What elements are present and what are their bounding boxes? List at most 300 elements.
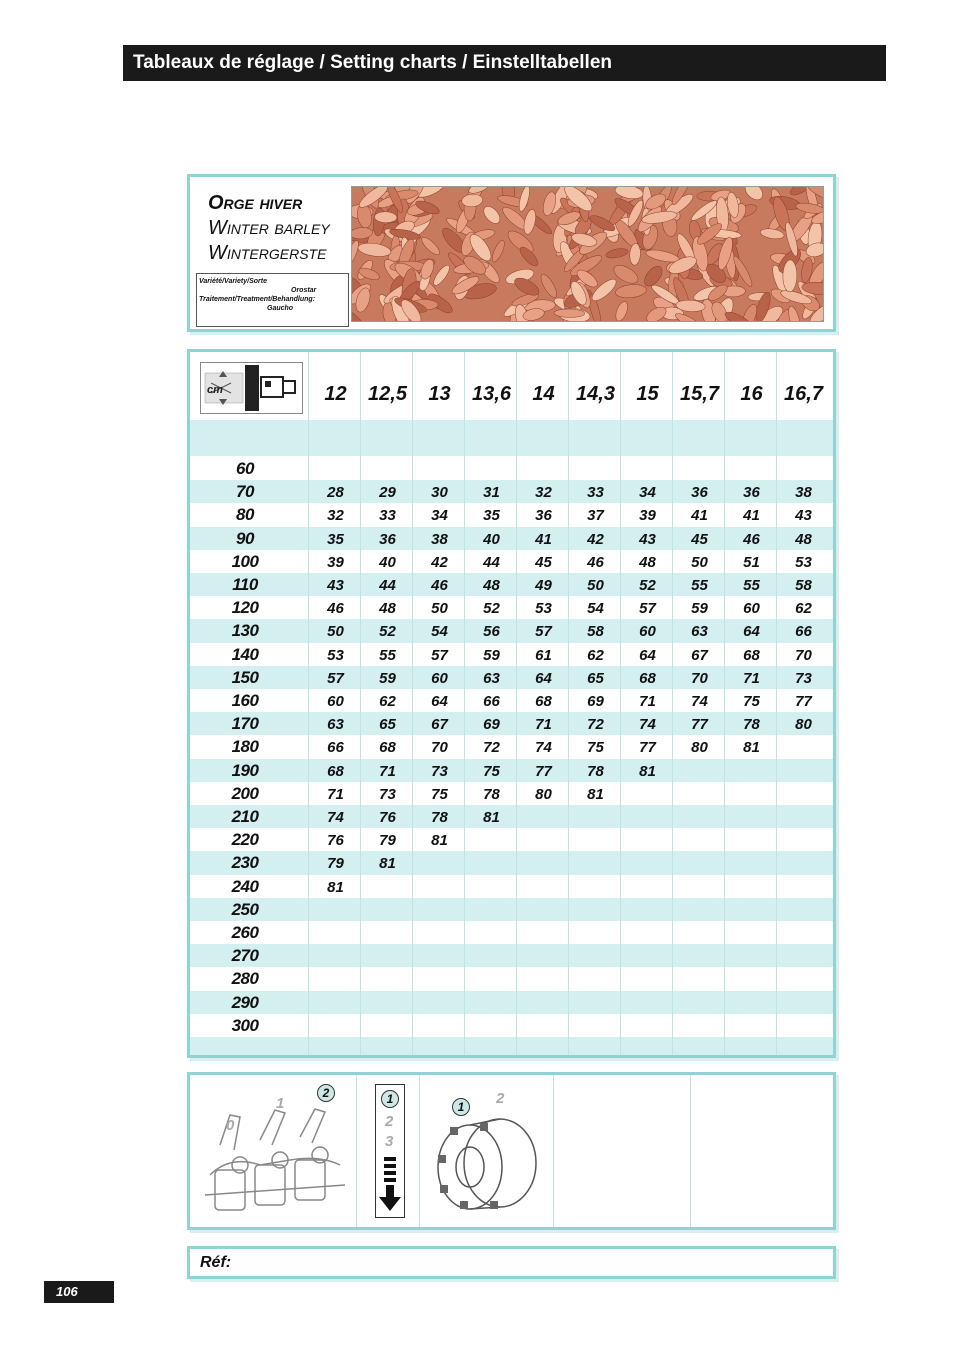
- table-cell: 75: [743, 693, 760, 710]
- table-cell: [518, 852, 569, 875]
- barley-grains-image: [352, 187, 824, 322]
- rate-label: 110: [232, 575, 258, 594]
- table-cell: 57: [327, 669, 344, 687]
- table-cell: [726, 945, 777, 968]
- table-cell: 55: [379, 646, 396, 664]
- table-cell: 41: [743, 507, 760, 525]
- table-cell: 67: [431, 716, 448, 734]
- table-cell: 58: [795, 577, 812, 594]
- table-cell: [466, 829, 517, 852]
- column-header: 13: [428, 383, 451, 405]
- table-cell: [622, 899, 673, 922]
- table-cell: [414, 852, 465, 875]
- table-cell: 59: [483, 646, 500, 664]
- table-cell: [518, 945, 569, 968]
- table-cell: 36: [379, 530, 396, 548]
- table-cell: [570, 992, 621, 1015]
- rate-label: 210: [231, 807, 259, 826]
- rate-label: 130: [231, 621, 259, 641]
- table-cell: [622, 783, 673, 806]
- table-cell: 68: [535, 693, 552, 710]
- table-cell: 56: [483, 623, 500, 641]
- lever-selected-badge: 2: [317, 1084, 335, 1102]
- table-cell: 66: [483, 693, 500, 710]
- table-cell: 34: [431, 507, 448, 525]
- table-cell: [414, 876, 465, 899]
- table-cell: [726, 852, 777, 875]
- rate-label: 270: [231, 946, 259, 966]
- column-divider: [672, 352, 673, 1055]
- wheel-selected-badge: 1: [452, 1098, 470, 1116]
- table-cell: 43: [795, 507, 812, 525]
- table-cell: 80: [691, 739, 708, 757]
- table-cell: [778, 736, 829, 759]
- table-cell: 55: [743, 577, 760, 594]
- table-cell: 35: [327, 530, 344, 548]
- table-cell: [570, 899, 621, 922]
- table-cell: [466, 876, 517, 899]
- header-band: [190, 420, 833, 456]
- table-cell: [518, 992, 569, 1015]
- table-cell: 78: [587, 762, 604, 780]
- table-cell: 53: [795, 553, 812, 571]
- grain-shape: [629, 243, 641, 265]
- table-cell: 63: [691, 623, 708, 641]
- column-divider: [724, 352, 725, 1055]
- grain-shape: [431, 263, 452, 288]
- table-cell: [518, 806, 569, 829]
- table-cell: [622, 992, 673, 1015]
- table-cell: 81: [743, 739, 760, 757]
- wheel-position-2: 2: [496, 1090, 505, 1107]
- rate-label: 280: [231, 969, 259, 989]
- table-cell: 31: [483, 484, 500, 502]
- tool-divider: [553, 1075, 554, 1227]
- table-cell: 81: [327, 878, 344, 896]
- table-cell: 40: [483, 530, 500, 548]
- table-cell: 80: [795, 716, 812, 734]
- table-cell: 62: [379, 693, 396, 710]
- unit-icon-label: cm: [207, 384, 223, 396]
- table-cell: [674, 922, 725, 945]
- table-cell: 62: [795, 600, 812, 618]
- table-cell: [726, 899, 777, 922]
- rate-label: 220: [231, 830, 259, 850]
- table-cell: [466, 1015, 517, 1038]
- column-header: 13,6: [472, 383, 511, 405]
- rate-label: 260: [231, 923, 259, 942]
- table-cell: 75: [431, 785, 448, 803]
- table-cell: [570, 968, 621, 991]
- table-cell: [362, 968, 413, 991]
- column-header: 15,7: [680, 383, 719, 405]
- column-divider: [620, 352, 621, 1055]
- table-cell: 70: [691, 669, 708, 687]
- grain-shape: [538, 272, 559, 300]
- lever-position-0: 0: [226, 1117, 235, 1134]
- table-cell: 74: [327, 809, 344, 826]
- down-arrow-icon: [378, 1155, 402, 1215]
- table-cell: 77: [639, 739, 656, 757]
- table-cell: 81: [379, 855, 396, 873]
- rate-label: 160: [231, 691, 259, 710]
- seed-drill-icon: [201, 363, 302, 413]
- table-cell: 32: [535, 484, 552, 502]
- rate-label: 70: [236, 482, 254, 502]
- table-cell: [310, 968, 361, 991]
- rate-label: 100: [231, 551, 259, 571]
- table-cell: 50: [587, 577, 604, 594]
- crop-name-de: Wintergerste: [208, 242, 327, 264]
- table-cell: [466, 945, 517, 968]
- table-cell: [726, 922, 777, 945]
- table-cell: 42: [587, 530, 604, 548]
- table-cell: [674, 760, 725, 783]
- treatment-label: Traitement/Treatment/Behandlung:: [199, 296, 316, 303]
- table-cell: 64: [535, 669, 552, 687]
- table-cell: [726, 992, 777, 1015]
- rate-label: 120: [231, 598, 259, 618]
- table-cell: 70: [431, 739, 448, 757]
- page-header: [123, 45, 886, 81]
- grain-shape: [522, 208, 538, 235]
- table-cell: [674, 945, 725, 968]
- table-cell: 33: [379, 507, 396, 525]
- table-cell: 52: [639, 577, 656, 594]
- table-cell: [674, 992, 725, 1015]
- table-cell: 64: [431, 693, 448, 710]
- table-cell: 48: [379, 600, 396, 618]
- table-cell: [726, 968, 777, 991]
- table-cell: [622, 1015, 673, 1038]
- table-cell: 68: [327, 762, 344, 780]
- table-cell: 81: [639, 762, 656, 780]
- table-cell: 71: [743, 669, 760, 687]
- grain-photo: [351, 186, 824, 322]
- rate-label: 140: [231, 644, 259, 664]
- table-cell: [622, 922, 673, 945]
- grain-shape: [481, 203, 503, 226]
- unit-icon-box: [200, 362, 303, 414]
- table-cell: 36: [691, 484, 708, 502]
- table-cell: [414, 458, 465, 481]
- table-cell: 73: [379, 785, 396, 803]
- table-cell: [778, 968, 829, 991]
- table-cell: 39: [639, 507, 656, 525]
- table-cell: 42: [431, 553, 448, 571]
- table-cell: [778, 876, 829, 899]
- column-header: 16: [740, 383, 763, 405]
- table-cell: 68: [639, 669, 656, 687]
- table-cell: [622, 876, 673, 899]
- table-cell: [622, 829, 673, 852]
- table-cell: 57: [535, 623, 552, 641]
- table-cell: 36: [535, 507, 552, 525]
- lever-illustration: [200, 1105, 350, 1227]
- grain-shape: [615, 283, 647, 299]
- grain-shape: [419, 235, 442, 257]
- table-cell: 52: [483, 600, 500, 618]
- column-header: 14: [532, 383, 555, 405]
- table-cell: 78: [431, 809, 448, 826]
- table-cell: 64: [639, 646, 656, 664]
- table-cell: [726, 876, 777, 899]
- variety-label: Variété/Variety/Sorte: [199, 278, 267, 285]
- grain-shape: [760, 227, 785, 240]
- table-cell: 75: [587, 739, 604, 757]
- table-cell: [310, 992, 361, 1015]
- table-cell: 58: [587, 623, 604, 641]
- table-cell: 71: [327, 785, 344, 803]
- crop-names: [208, 191, 330, 266]
- tools-panel: [187, 1072, 836, 1230]
- table-cell: 77: [795, 693, 812, 710]
- table-cell: 81: [587, 785, 604, 803]
- tool-divider: [356, 1075, 357, 1227]
- table-cell: 41: [535, 530, 552, 548]
- table-cell: [778, 852, 829, 875]
- table-cell: 50: [327, 623, 344, 641]
- table-cell: 46: [743, 530, 760, 548]
- table-cell: 34: [639, 484, 656, 502]
- rate-label: 170: [231, 714, 259, 734]
- table-cell: 69: [587, 693, 604, 710]
- page-number: 106: [44, 1281, 114, 1303]
- grain-shape: [613, 300, 629, 322]
- setting-table: [187, 349, 836, 1058]
- table-cell: 59: [379, 669, 396, 687]
- table-cell: 77: [691, 716, 708, 734]
- rate-label: 250: [231, 899, 259, 919]
- lever-position-1: 1: [276, 1095, 285, 1112]
- table-cell: 68: [379, 739, 396, 757]
- table-cell: 75: [483, 762, 500, 780]
- column-divider: [308, 352, 309, 1055]
- table-cell: [518, 1015, 569, 1038]
- table-cell: 78: [483, 785, 500, 803]
- table-cell: [726, 806, 777, 829]
- table-cell: 52: [379, 623, 396, 641]
- table-cell: [674, 968, 725, 991]
- column-divider: [516, 352, 517, 1055]
- rate-label: 190: [231, 760, 259, 780]
- table-cell: 73: [431, 762, 448, 780]
- table-cell: [414, 968, 465, 991]
- table-cell: 79: [379, 832, 396, 850]
- table-cell: [518, 876, 569, 899]
- crop-panel: [187, 174, 836, 332]
- table-cell: 38: [795, 484, 812, 502]
- table-cell: 44: [483, 553, 500, 571]
- table-cell: 73: [795, 669, 812, 687]
- table-cell: [726, 783, 777, 806]
- table-cell: 41: [691, 507, 708, 525]
- variety-value: Orostar: [291, 287, 317, 294]
- table-cell: 46: [431, 577, 448, 594]
- scale-position-2: 2: [385, 1113, 394, 1130]
- table-cell: 55: [691, 577, 708, 594]
- grain-shape: [490, 239, 507, 264]
- table-cell: [570, 458, 621, 481]
- table-cell: 43: [327, 577, 344, 594]
- rate-label: 180: [231, 737, 259, 757]
- table-cell: 60: [327, 693, 344, 710]
- table-cell: [362, 922, 413, 945]
- table-cell: [622, 806, 673, 829]
- reference-panel: [187, 1246, 836, 1279]
- table-cell: 69: [483, 716, 500, 734]
- table-cell: [622, 458, 673, 481]
- table-cell: 48: [639, 553, 656, 571]
- table-cell: 67: [691, 646, 708, 664]
- table-cell: 57: [431, 646, 448, 664]
- table-cell: 66: [327, 739, 344, 757]
- table-cell: [466, 899, 517, 922]
- table-cell: 54: [431, 623, 448, 641]
- crop-name-en: Winter barley: [208, 217, 330, 239]
- table-cell: [310, 945, 361, 968]
- table-cell: 49: [535, 577, 552, 594]
- table-cell: [778, 992, 829, 1015]
- table-cell: [518, 899, 569, 922]
- table-cell: [778, 806, 829, 829]
- table-cell: 54: [587, 600, 604, 618]
- table-cell: [414, 1015, 465, 1038]
- table-cell: 29: [379, 484, 396, 502]
- table-cell: 46: [587, 553, 604, 571]
- table-cell: [570, 876, 621, 899]
- column-divider: [776, 352, 777, 1055]
- column-header: 12: [324, 383, 347, 405]
- table-cell: [310, 899, 361, 922]
- table-cell: 76: [327, 832, 344, 850]
- table-cell: 28: [327, 484, 344, 502]
- tool-divider: [419, 1075, 420, 1227]
- column-divider: [412, 352, 413, 1055]
- table-cell: [570, 806, 621, 829]
- crop-name-fr: Orge hiver: [208, 192, 303, 214]
- tool-divider: [690, 1075, 691, 1227]
- scale-position-3: 3: [385, 1133, 394, 1150]
- table-cell: [674, 899, 725, 922]
- table-cell: 38: [431, 530, 448, 548]
- table-cell: [570, 852, 621, 875]
- table-cell: [570, 945, 621, 968]
- table-cell: 71: [639, 693, 656, 710]
- table-cell: [674, 876, 725, 899]
- table-cell: 65: [587, 669, 604, 687]
- rate-label: 60: [236, 459, 254, 478]
- table-cell: 72: [483, 739, 500, 757]
- table-cell: 45: [691, 530, 708, 548]
- table-cell: [622, 852, 673, 875]
- table-cell: 60: [639, 623, 656, 641]
- table-cell: 66: [795, 623, 812, 641]
- table-cell: 48: [795, 530, 812, 548]
- rate-label: 150: [231, 667, 259, 687]
- table-cell: 74: [535, 739, 552, 757]
- treatment-value: Gaucho: [267, 305, 294, 312]
- table-cell: [726, 1015, 777, 1038]
- table-cell: 37: [587, 507, 604, 525]
- rate-label: 90: [236, 528, 254, 548]
- table-cell: 74: [691, 693, 708, 710]
- table-cell: 74: [639, 716, 656, 734]
- table-cell: 53: [535, 600, 552, 618]
- table-cell: [778, 783, 829, 806]
- ref-label: Réf:: [200, 1254, 232, 1271]
- table-cell: 43: [639, 530, 656, 548]
- table-cell: [466, 968, 517, 991]
- table-cell: 36: [743, 484, 760, 502]
- column-header: 15: [636, 383, 659, 405]
- rate-label: 240: [231, 876, 259, 896]
- table-cell: [414, 992, 465, 1015]
- table-cell: [518, 968, 569, 991]
- table-cell: 40: [379, 553, 396, 571]
- column-header: 12,5: [368, 383, 407, 405]
- table-cell: [778, 760, 829, 783]
- table-cell: [778, 1015, 829, 1038]
- table-cell: 63: [483, 669, 500, 687]
- table-cell: 48: [483, 577, 500, 594]
- column-divider: [568, 352, 569, 1055]
- table-cell: [362, 992, 413, 1015]
- table-cell: 80: [535, 785, 552, 803]
- table-cell: 64: [743, 623, 760, 641]
- table-cell: 50: [431, 600, 448, 618]
- table-cell: 71: [535, 716, 552, 734]
- table-cell: [466, 458, 517, 481]
- table-cell: [518, 922, 569, 945]
- table-cell: [570, 829, 621, 852]
- row-band: [190, 1037, 833, 1058]
- table-cell: 81: [483, 809, 500, 826]
- table-cell: [622, 968, 673, 991]
- table-cell: [310, 458, 361, 481]
- rate-label: 80: [236, 505, 254, 525]
- grain-shape: [352, 239, 361, 267]
- table-cell: 44: [379, 577, 396, 594]
- table-cell: [518, 458, 569, 481]
- table-cell: [570, 1015, 621, 1038]
- table-cell: 63: [327, 716, 344, 734]
- table-cell: 35: [483, 507, 500, 525]
- table-cell: [726, 760, 777, 783]
- table-cell: 76: [379, 809, 396, 826]
- table-cell: 61: [535, 646, 552, 664]
- table-cell: [778, 945, 829, 968]
- table-cell: [674, 783, 725, 806]
- rate-label: 200: [231, 783, 259, 803]
- table-cell: [518, 829, 569, 852]
- table-cell: [466, 852, 517, 875]
- table-cell: 77: [535, 762, 552, 780]
- table-cell: 57: [639, 600, 656, 618]
- table-cell: [362, 945, 413, 968]
- table-cell: 71: [379, 762, 396, 780]
- table-cell: [674, 1015, 725, 1038]
- table-cell: [310, 922, 361, 945]
- table-cell: [466, 922, 517, 945]
- table-cell: [362, 458, 413, 481]
- rate-label: 290: [231, 992, 259, 1012]
- grain-shape: [605, 247, 629, 260]
- table-cell: [362, 876, 413, 899]
- table-cell: 33: [587, 484, 604, 502]
- table-cell: 72: [587, 716, 604, 734]
- table-cell: [310, 1015, 361, 1038]
